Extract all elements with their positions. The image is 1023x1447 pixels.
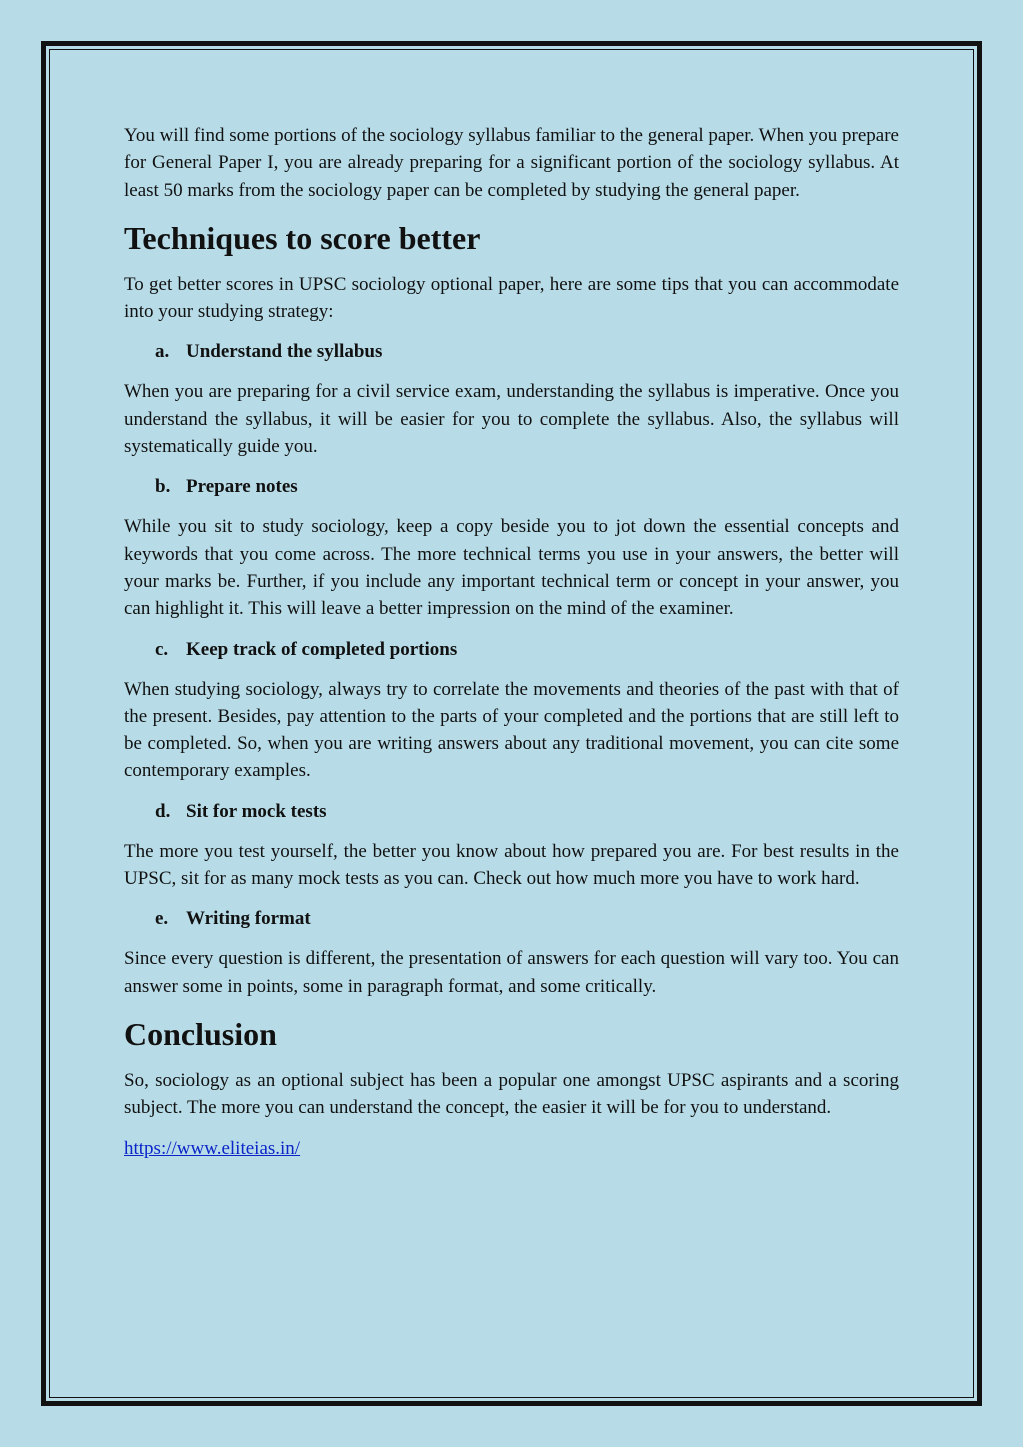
website-link[interactable]: https://www.eliteias.in/ [124, 1137, 301, 1159]
tip-d-heading [155, 798, 899, 826]
tip-a-heading [155, 338, 899, 366]
tip-e-letter: e. [155, 908, 169, 930]
tip-e-heading [155, 905, 899, 933]
tip-b-text: While you sit to study sociology, keep a copy beside you to jot down the essential concepts and keywords that you come across. The more technical terms you use in your answers, the better will your marks be. Further, if you include any important technical term or concept in your answer, you can highlight it. This will leave a better impression on the mind of the examiner. [124, 516, 899, 620]
tip-d-title: Sit for mock tests [186, 800, 327, 822]
tip-c-heading [155, 636, 899, 664]
tip-c-text: When studying sociology, always try to correlate the movements and theories of the past with that of the present. Besides, pay attention to the parts of your completed and the portions that are still left to be completed. So, when you are writing answers about any traditional movement, you can cite some contemporary examples. [124, 678, 899, 782]
intro-paragraph: You will find some portions of the sociology syllabus familiar to the general paper. When you prepare for General Paper I, you are already preparing for a significant portion of the sociology syllabus. At least 50 marks from the sociology paper can be completed by studying the general paper. [124, 125, 899, 201]
tip-b-heading [155, 473, 899, 501]
tip-a-letter: a. [155, 341, 170, 363]
tip-c-letter: c. [155, 638, 169, 660]
tip-b-letter: b. [155, 476, 171, 498]
tip-d-letter: d. [155, 800, 171, 822]
tip-e-title: Writing format [186, 908, 311, 930]
tip-e-text: Since every question is different, the presentation of answers for each question will vary too. You can answer some in points, some in paragraph format, and some critically. [124, 948, 899, 997]
tip-a-title: Understand the syllabus [186, 341, 383, 363]
tip-b-title: Prepare notes [186, 476, 298, 498]
techniques-heading: Techniques to score better [124, 219, 481, 256]
conclusion-heading: Conclusion [124, 1015, 277, 1052]
tip-c-title: Keep track of completed portions [186, 638, 458, 660]
tip-d-text: The more you test yourself, the better you know about how prepared you are. For best results in the UPSC, sit for as many mock tests as you can. Check out how much more you have to work hard. [124, 840, 899, 890]
techniques-intro: To get better scores in UPSC sociology optional paper, here are some tips that you can accommodate into your studying strategy: [124, 273, 899, 323]
conclusion-text: So, sociology as an optional subject has been a popular one amongst UPSC aspirants and a scoring subject. The more you can understand the concept, the easier it will be for you to understand. [124, 1069, 899, 1119]
tip-a-text: When you are preparing for a civil service exam, understanding the syllabus is imperative. Once you understand the syllabus, it will be easier for you to complete the syllabus. Also, the syllabus will systematically guide you. [124, 381, 899, 458]
document-content [124, 122, 899, 1162]
